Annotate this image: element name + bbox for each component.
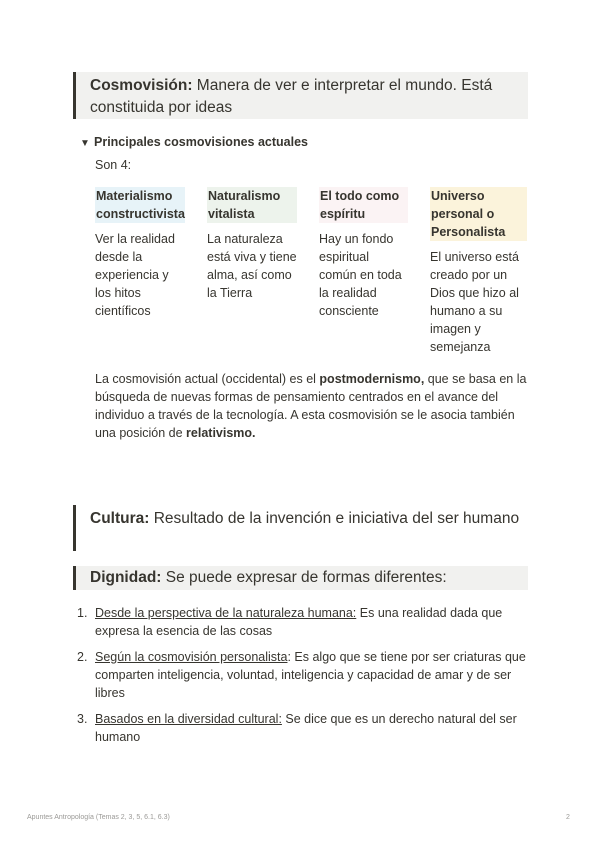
list-item	[77, 648, 532, 702]
callout-cosmovision	[73, 72, 528, 119]
dignidad-list	[77, 604, 532, 754]
column-todo-espiritu	[319, 187, 408, 320]
toggle-principales-cosmovisiones[interactable]	[80, 135, 308, 149]
count-text: Son 4:	[95, 158, 132, 172]
triangle-down-icon[interactable]: ▼	[80, 138, 90, 149]
list-number: 2.	[77, 650, 88, 664]
list-item-text: : Es algo que se tiene por ser criaturas que comparten inteligencia, voluntad, inteligencia y capacidad de amar y de ser libres	[95, 650, 526, 700]
list-number: 1.	[77, 606, 88, 620]
list-item-heading: Según la cosmovisión personalista	[95, 650, 288, 664]
column-heading: Materialismo constructivista	[96, 189, 185, 221]
list-item-text: Se dice que es un derecho natural del ser humano	[95, 712, 517, 744]
term-cultura: Cultura:	[90, 510, 150, 527]
term-dignidad: Dignidad:	[90, 569, 162, 586]
column-heading: Naturalismo vitalista	[207, 187, 297, 223]
column-body: La naturaleza está viva y tiene alma, así como la Tierra	[207, 232, 297, 300]
column-body: Hay un fondo espiritual común en toda la realidad consciente	[319, 232, 402, 318]
paragraph-text: que se basa en la búsqueda de nuevas formas de pensamiento centrados en el avance del individuo a través de la tecnología. A esta cosmovisión se le asocia también una posición de	[95, 372, 527, 440]
list-number: 3.	[77, 712, 88, 726]
list-item-heading: Basados en la diversidad cultural:	[95, 712, 282, 726]
toggle-label: Principales cosmovisiones actuales	[94, 135, 308, 149]
callout-dignidad	[73, 566, 528, 590]
paragraph-text: La cosmovisión actual (occidental) es el	[95, 372, 320, 386]
footer-page-number: 2	[566, 814, 570, 821]
definition-dignidad: Se puede expresar de formas diferentes:	[161, 569, 447, 586]
definition-cosmovision: Manera de ver e interpretar el mundo. Está constituida por ideas	[90, 77, 493, 116]
footer-document-title: Apuntes Antropología (Temas 2, 3, 5, 6.1, 6.3)	[27, 814, 170, 821]
column-personalista	[430, 187, 527, 356]
definition-cultura: Resultado de la invención e iniciativa del ser humano	[149, 510, 520, 527]
column-naturalismo	[207, 187, 297, 302]
callout-cultura	[73, 505, 528, 551]
column-heading: El todo como espíritu	[319, 187, 408, 223]
list-item	[77, 604, 532, 640]
term-cosmovision: Cosmovisión:	[90, 77, 193, 94]
paragraph-bold-postmodernismo: postmodernismo,	[319, 372, 425, 386]
list-item-text: Es una realidad dada que expresa la esencia de las cosas	[95, 606, 503, 638]
postmodernismo-paragraph	[95, 370, 530, 442]
paragraph-bold-relativismo: relativismo.	[186, 426, 256, 440]
list-item	[77, 710, 532, 746]
column-body: El universo está creado por un Dios que hizo al humano a su imagen y semejanza	[430, 250, 519, 354]
list-item-heading: Desde la perspectiva de la naturaleza humana:	[95, 606, 357, 620]
column-heading: Universo personal o Personalista	[430, 187, 527, 241]
column-body: Ver la realidad desde la experiencia y los hitos científicos	[95, 232, 175, 318]
column-materialismo	[95, 187, 185, 320]
